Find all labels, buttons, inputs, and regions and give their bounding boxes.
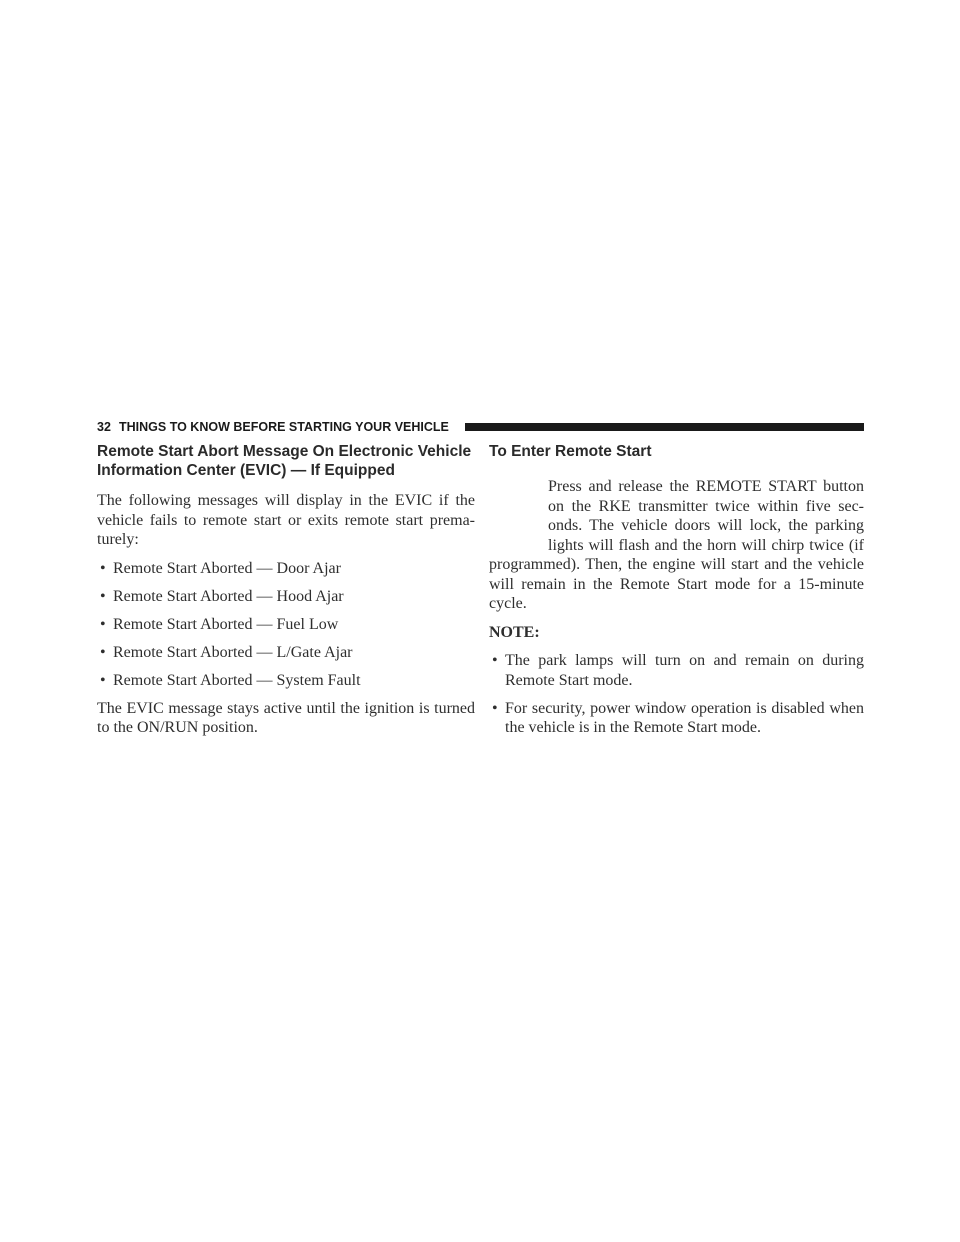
- list-item: [489, 651, 864, 690]
- bullet-glyph: •: [100, 615, 106, 633]
- icon-placeholder: [489, 477, 548, 551]
- list-item: [489, 699, 864, 738]
- note-list: [489, 651, 864, 738]
- bullet-glyph: •: [100, 559, 106, 577]
- list-item-text: Remote Start Aborted — Door Ajar: [113, 559, 341, 577]
- bullet-glyph: •: [100, 643, 106, 661]
- bullet-glyph: •: [492, 652, 498, 669]
- list-item: [97, 643, 475, 663]
- bullet-glyph: •: [492, 699, 498, 717]
- list-item: [97, 587, 475, 607]
- list-item-text: Remote Start Aborted — Fuel Low: [113, 615, 339, 633]
- right-column: [489, 442, 864, 746]
- bullet-glyph: •: [100, 587, 106, 605]
- instructions-paragraph: Press and release the REMOTE START button on the RKE transmitter twice within five sec-onds. The vehicle doors will lock, the parking lights will flash and the horn will chirp twice (if programmed). Then, the engine will start and the vehicle will remain in the Remote Start mode for a 15-minute cycle.: [489, 478, 864, 612]
- running-header-title: THINGS TO KNOW BEFORE STARTING YOUR VEHICLE: [119, 420, 449, 434]
- header-rule: [465, 423, 864, 431]
- page-header: [97, 418, 864, 436]
- list-item-text: Remote Start Aborted — System Fault: [113, 671, 361, 689]
- note-label: NOTE:: [489, 623, 540, 641]
- intro-paragraph: The following messages will display in the EVIC if the vehicle fails to remote start or exits remote start prema-turely:: [97, 492, 475, 548]
- section-heading-abort-message: Remote Start Abort Message On Electronic Vehicle Information Center (EVIC) — If Equipped: [97, 443, 472, 479]
- bullet-glyph: •: [100, 671, 106, 689]
- page-number: 32: [97, 420, 111, 434]
- closing-paragraph: The EVIC message stays active until the ignition is turned to the ON/RUN position.: [97, 699, 475, 736]
- list-item: [97, 559, 475, 579]
- list-item-text: For security, power window operation is disabled when the vehicle is in the Remote Start mode.: [505, 699, 864, 736]
- abort-message-list: [97, 559, 475, 691]
- list-item-text: Remote Start Aborted — Hood Ajar: [113, 587, 344, 605]
- left-column: [97, 442, 475, 747]
- section-heading-enter-remote-start: To Enter Remote Start: [489, 443, 652, 460]
- list-item: [97, 615, 475, 635]
- list-item-text: Remote Start Aborted — L/Gate Ajar: [113, 643, 353, 661]
- list-item: [97, 671, 475, 691]
- list-item-text: The park lamps will turn on and remain on during Remote Start mode.: [505, 652, 864, 689]
